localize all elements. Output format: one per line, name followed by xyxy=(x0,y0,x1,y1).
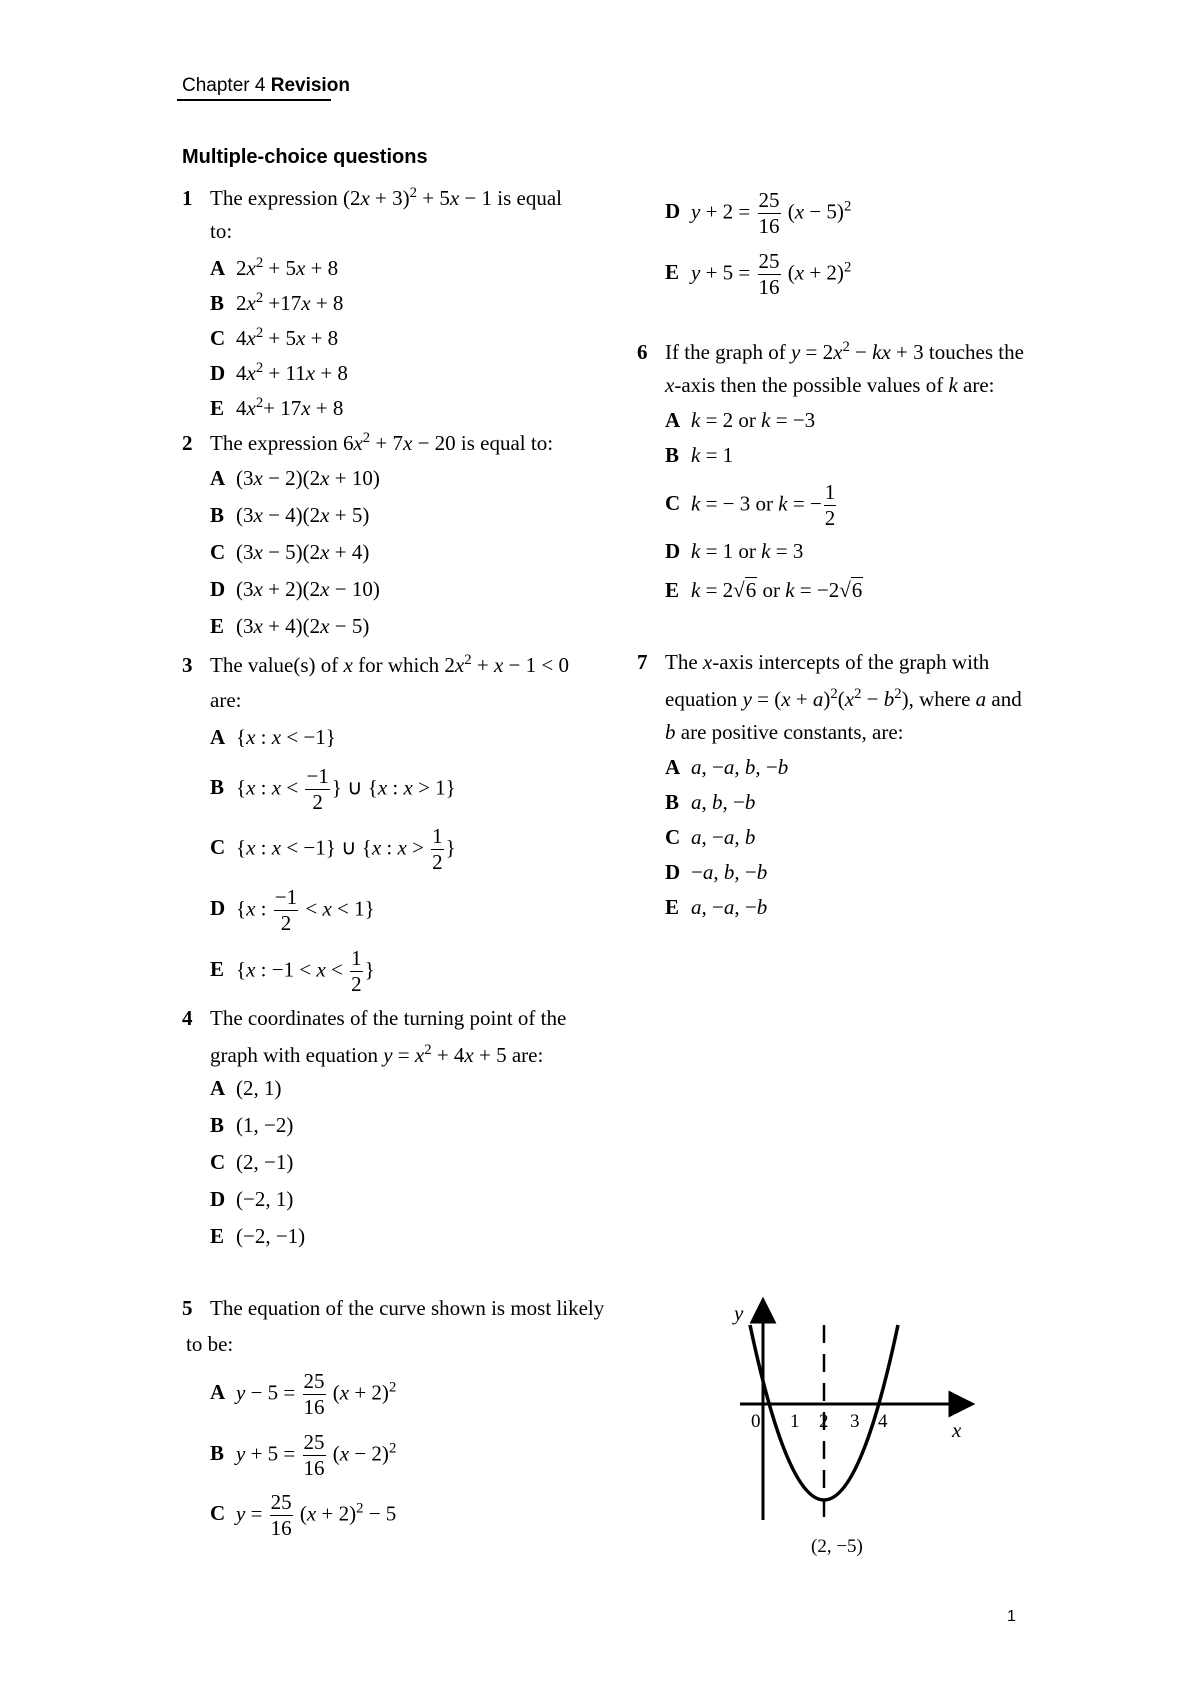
option-letter: B xyxy=(210,503,225,527)
q3-option-e: E {x : −1 < x < $\frac{1}{2}$ } xyxy=(210,946,375,996)
q1-option-c: C $4x^2 + 5x + 8$ xyxy=(210,325,339,350)
fraction: $\frac{25}{16}$ xyxy=(270,1490,292,1540)
q4-option-c: C (2, −1) xyxy=(210,1150,294,1174)
q7-stem-cont2: b are positive constants, are: xyxy=(665,720,904,744)
q7-option-b: B a, b, −b xyxy=(665,790,756,814)
q7-option-d: D −a, b, −b xyxy=(665,860,768,884)
tick-label: 1 xyxy=(790,1411,800,1432)
chapter-header xyxy=(182,75,350,97)
option-letter: C xyxy=(210,1150,226,1174)
q6-option-a: A k = 2 or k = −3 xyxy=(665,408,816,432)
fraction: $\frac{1}{2}$ xyxy=(432,824,443,874)
q5-option-d: D y + 2 = $\frac{25}{16}$ $(x - 5)^2$ xyxy=(665,188,852,238)
option-letter: E xyxy=(210,957,225,982)
option-letter: B xyxy=(210,1441,225,1466)
q5-option-b: B y + 5 = $\frac{25}{16}$ $(x - 2)^2$ xyxy=(210,1430,397,1480)
fraction: $\frac{25}{16}$ xyxy=(758,188,780,238)
x-axis-label: x xyxy=(952,1418,962,1442)
option-letter: C xyxy=(210,1501,226,1526)
q7-stem-cont: equation $y = (x + a)^2(x^2 - b^2)$, where a and xyxy=(665,686,1022,711)
option-letter: E xyxy=(665,578,680,602)
q7-option-c: C a, −a, b xyxy=(665,825,756,849)
q5-option-c: C y = $\frac{25}{16}$ $(x + 2)^2 - 5$ xyxy=(210,1490,397,1540)
q7-stem: 7 The x-axis intercepts of the graph with xyxy=(637,650,990,674)
question-number: 7 xyxy=(637,650,648,674)
option-letter: B xyxy=(210,1113,225,1137)
option-letter: D xyxy=(210,1187,226,1211)
option-letter: C xyxy=(665,491,681,516)
fraction: $\frac{-1}{2}$ xyxy=(274,885,298,935)
fraction: $\frac{25}{16}$ xyxy=(303,1430,325,1480)
q6-stem: 6 If the graph of $y = 2x^2$ − kx + 3 touches the xyxy=(637,339,1024,364)
q4-option-d: D (−2, 1) xyxy=(210,1187,294,1211)
q3-stem-cont: are: xyxy=(210,688,242,712)
q6-option-b: B k = 1 xyxy=(665,443,734,467)
q4-option-a: A (2, 1) xyxy=(210,1076,282,1100)
tick-label: 3 xyxy=(850,1411,860,1432)
q1-option-b: B $2x^2 +17x + 8$ xyxy=(210,290,344,315)
option-letter: C xyxy=(210,540,226,564)
option-letter: A xyxy=(210,466,226,490)
q5-option-a: A y − 5 = $\frac{25}{16}$ $(x + 2)^2$ xyxy=(210,1369,397,1419)
q4-stem: 4 The coordinates of the turning point of the xyxy=(182,1006,567,1030)
q5-stem-cont: to be: xyxy=(186,1332,234,1356)
q1-option-d: D $4x^2 + 11x + 8$ xyxy=(210,360,348,385)
q3-option-c: C {x : x < −1} ∪ {x : x > $\frac{1}{2}$ } xyxy=(210,824,456,874)
option-letter: C xyxy=(210,835,226,860)
q2-option-c: C (3x − 5)(2x + 4) xyxy=(210,540,370,564)
option-letter: D xyxy=(665,199,681,224)
option-letter: C xyxy=(210,326,226,350)
section-title: Multiple-choice questions xyxy=(182,146,428,168)
page-number: 1 xyxy=(1007,1608,1016,1625)
q1-option-a: A $2x^2 + 5x + 8$ xyxy=(210,255,339,280)
q2-option-e: E (3x + 4)(2x − 5) xyxy=(210,614,370,638)
q7-option-a: A a, −a, b, −b xyxy=(665,755,789,779)
q6-option-e: E k = 2√6 or k = −2√6 xyxy=(665,578,863,602)
option-letter: E xyxy=(665,260,680,285)
q4-option-b: B (1, −2) xyxy=(210,1113,294,1137)
parabola-graph xyxy=(720,1280,980,1570)
q2-stem: 2 The expression $6x^2 + 7x - 20$ is equal to: xyxy=(182,430,554,455)
question-number: 4 xyxy=(182,1006,193,1030)
option-letter: A xyxy=(665,755,681,779)
q4-stem-cont: graph with equation $y = x^2 + 4x + 5$ are: xyxy=(210,1042,544,1067)
q5-option-e: E y + 5 = $\frac{25}{16}$ $(x + 2)^2$ xyxy=(665,249,852,299)
chapter-title: Revision xyxy=(270,75,350,96)
option-letter: A xyxy=(210,725,226,749)
chapter-label: Chapter 4 xyxy=(182,75,266,96)
option-letter: A xyxy=(210,1380,226,1405)
question-number: 5 xyxy=(182,1296,193,1320)
q3-option-b: B {x : x < $\frac{-1}{2}$ } ∪ {x : x > 1} xyxy=(210,764,456,814)
q2-option-d: D (3x + 2)(2x − 10) xyxy=(210,577,380,601)
q5-stem: 5 The equation of the curve shown is most likely xyxy=(182,1296,605,1320)
q4-option-e: E (−2, −1) xyxy=(210,1224,306,1248)
option-letter: B xyxy=(210,775,225,800)
question-number: 2 xyxy=(182,431,193,455)
q3-option-d: D {x : $\frac{-1}{2}$ < x < 1} xyxy=(210,885,375,935)
tick-label: 2 xyxy=(819,1411,829,1432)
y-axis-label: y xyxy=(734,1301,744,1325)
q6-option-d: D k = 1 or k = 3 xyxy=(665,539,804,563)
fraction: $\frac{1}{2}$ xyxy=(824,480,836,530)
option-letter: E xyxy=(665,895,680,919)
option-letter: B xyxy=(210,291,225,315)
option-letter: E xyxy=(210,614,225,638)
q6-option-c: C k = − 3 or k = − $\frac{1}{2}$ xyxy=(665,480,836,530)
q3-stem: 3 The value(s) of x for which $2x^2 + x - 1 < 0$ xyxy=(182,652,569,677)
option-letter: E xyxy=(210,1224,225,1248)
fraction: $\frac{25}{16}$ xyxy=(758,249,780,299)
tick-label: 4 xyxy=(878,1411,888,1432)
q7-option-e: E a, −a, −b xyxy=(665,895,768,919)
option-letter: A xyxy=(665,408,681,432)
fraction: $\frac{1}{2}$ xyxy=(351,946,362,996)
option-letter: D xyxy=(665,860,681,884)
fraction: $\frac{25}{16}$ xyxy=(303,1369,325,1419)
q1-stem: 1 The expression $(2x + 3)^2 + 5x - 1$ is equal xyxy=(182,185,562,210)
option-letter: C xyxy=(665,825,681,849)
option-letter: D xyxy=(210,361,226,385)
question-number: 6 xyxy=(637,340,648,364)
fraction: $\frac{-1}{2}$ xyxy=(306,764,329,814)
vertex-label: (2, −5) xyxy=(811,1536,863,1557)
q1-stem-cont: to: xyxy=(210,219,233,243)
option-letter: A xyxy=(210,256,226,280)
header-rule xyxy=(177,99,331,101)
option-letter: D xyxy=(665,539,681,563)
question-number: 3 xyxy=(182,653,193,677)
q6-stem-cont: x-axis then the possible values of k are: xyxy=(665,373,995,397)
q2-option-b: B (3x − 4)(2x + 5) xyxy=(210,503,370,527)
option-letter: B xyxy=(665,443,680,467)
option-letter: E xyxy=(210,396,225,420)
q2-option-a: A (3x − 2)(2x + 10) xyxy=(210,466,380,490)
origin-label: 0 xyxy=(751,1411,761,1432)
option-letter: D xyxy=(210,896,226,921)
option-letter: D xyxy=(210,577,226,601)
option-letter: B xyxy=(665,790,680,814)
q3-option-a: A {x : x < −1} xyxy=(210,725,336,749)
option-letter: A xyxy=(210,1076,226,1100)
question-number: 1 xyxy=(182,186,193,210)
q1-option-e: E $4x^2+ 17x + 8$ xyxy=(210,395,344,420)
